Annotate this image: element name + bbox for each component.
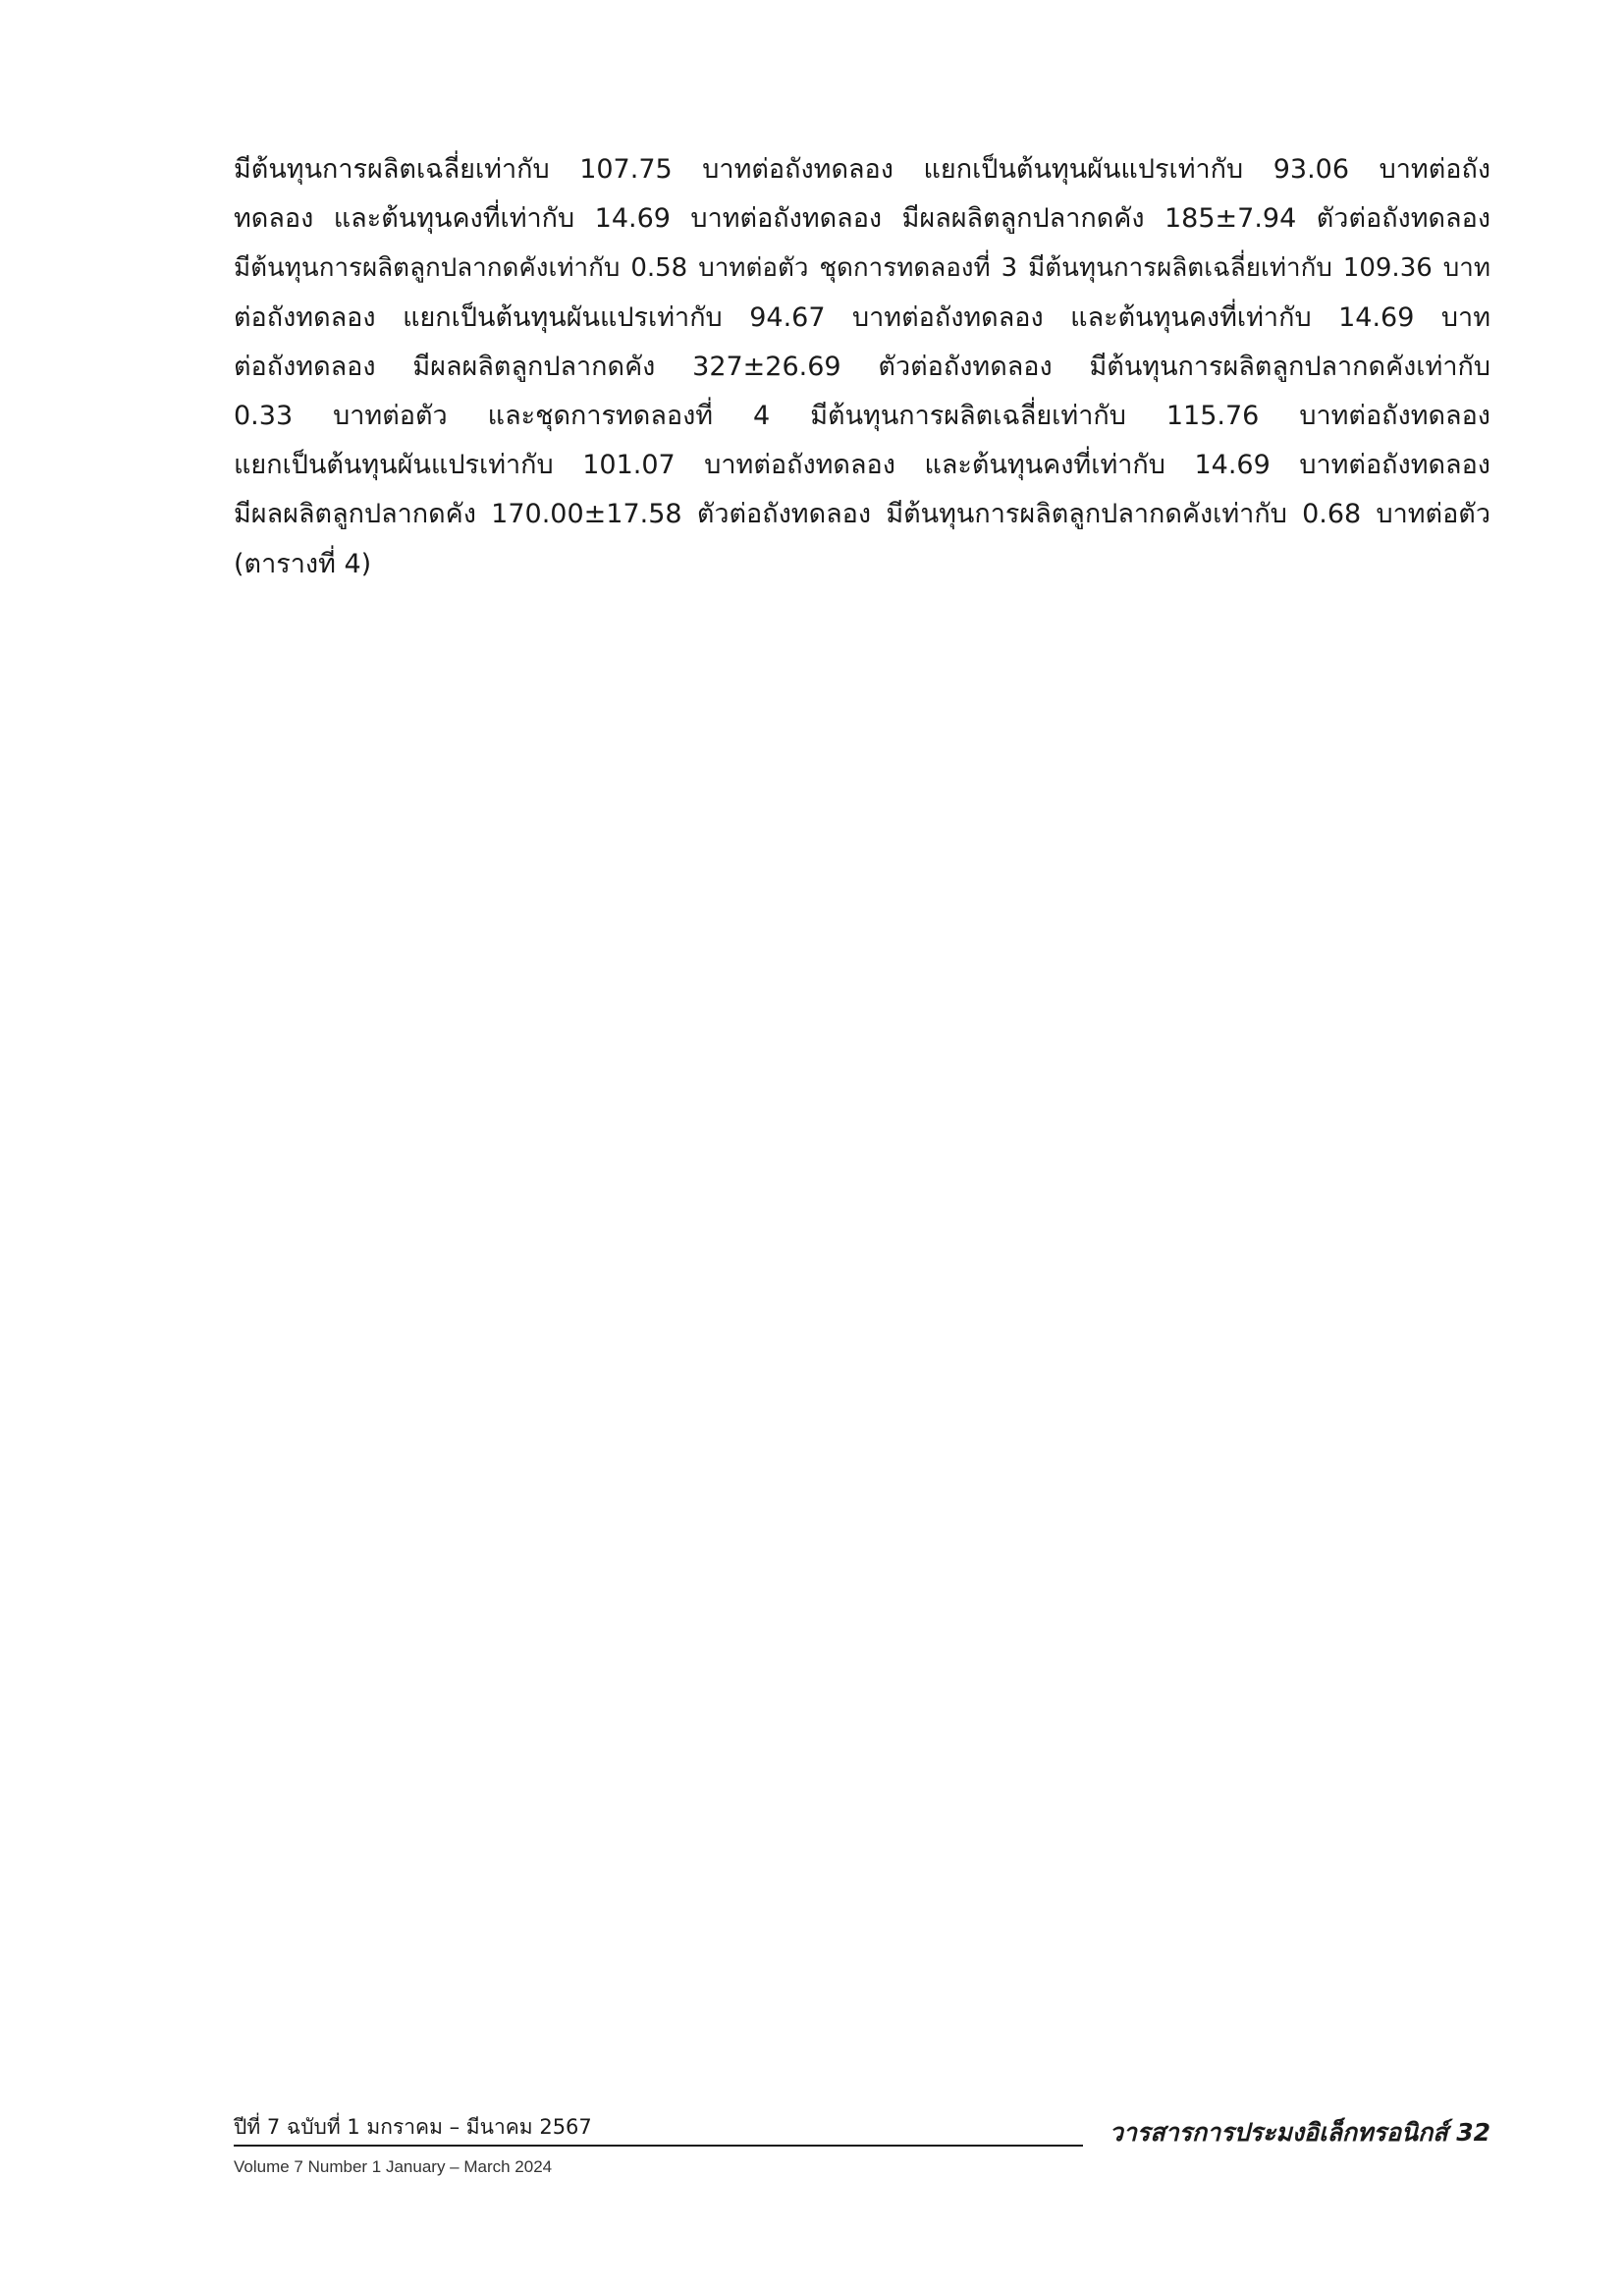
- footer-issue-thai: ปีที่ 7 ฉบับที่ 1 มกราคม – มีนาคม 2567: [234, 2115, 592, 2139]
- footer-rule: [234, 2145, 1083, 2147]
- paragraph-line-5: ต่อถังทดลอง มีผลผลิตลูกปลากดคัง 327±26.69 ตัวต่อถังทดลอง มีต้นทุนการผลิตลูกปลากดคังเท่ากับ: [234, 351, 1490, 382]
- paragraph-line-8: มีผลผลิตลูกปลากดคัง 170.00±17.58 ตัวต่อถังทดลอง มีต้นทุนการผลิตลูกปลากดคังเท่ากับ 0.68 บาทต่อตัว: [234, 499, 1490, 530]
- paragraph-line-9: (ตารางที่ 4): [234, 548, 372, 579]
- paragraph-line-7: แยกเป็นต้นทุนผันแปรเท่ากับ 101.07 บาทต่อถังทดลอง และต้นทุนคงที่เท่ากับ 14.69 บาทต่อถังทดลอง: [234, 450, 1490, 481]
- footer-issue-english: Volume 7 Number 1 January – March 2024: [234, 2157, 553, 2176]
- paragraph-line-4: ต่อถังทดลอง แยกเป็นต้นทุนผันแปรเท่ากับ 94.67 บาทต่อถังทดลอง และต้นทุนคงที่เท่ากับ 14.69 บาท: [234, 301, 1490, 333]
- page-number: 32: [1456, 2118, 1490, 2147]
- journal-name: วารสารการประมงอิเล็กทรอนิกส์: [1109, 2118, 1448, 2147]
- page-footer: [234, 2113, 1490, 2202]
- paragraph-line-1: มีต้นทุนการผลิตเฉลี่ยเท่ากับ 107.75 บาทต่อถังทดลอง แยกเป็นต้นทุนผันแปรเท่ากับ 93.06 บาทต่อถัง: [234, 154, 1490, 185]
- footer-journal-title: [1110, 2117, 1490, 2149]
- paragraph-line-6: 0.33 บาทต่อตัว และชุดการทดลองที่ 4 มีต้นทุนการผลิตเฉลี่ยเท่ากับ 115.76 บาทต่อถังทดลอง: [234, 400, 1490, 431]
- paragraph-line-3: มีต้นทุนการผลิตลูกปลากดคังเท่ากับ 0.58 บาทต่อตัว ชุดการทดลองที่ 3 มีต้นทุนการผลิตเฉลี่ยเท่ากับ 109.36 บาท: [234, 253, 1490, 284]
- body-paragraph: [234, 145, 1490, 589]
- paragraph-line-2: ทดลอง และต้นทุนคงที่เท่ากับ 14.69 บาทต่อถังทดลอง มีผลผลิตลูกปลากดคัง 185±7.94 ตัวต่อถังทดลอง: [234, 203, 1490, 235]
